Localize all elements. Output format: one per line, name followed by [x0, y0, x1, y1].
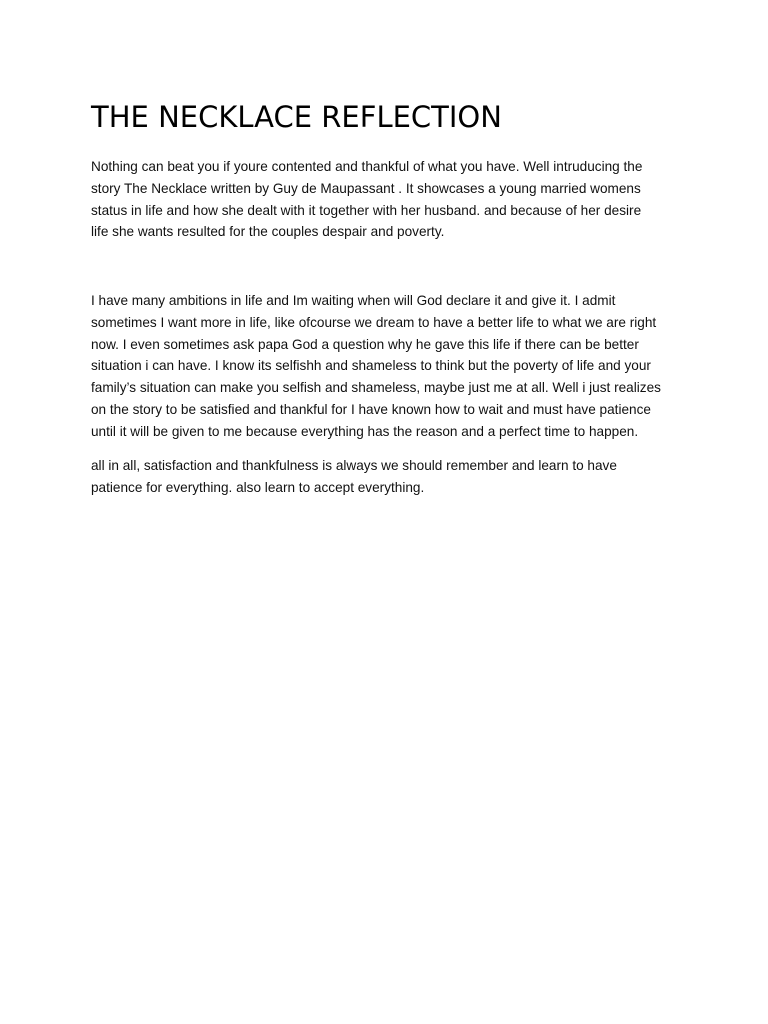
paragraph-intro: Nothing can beat you if youre contented and thankful of what you have. Well intruducing the story The Necklace written by Guy de Maupassant . It showcases a young married womens status in life and how she dealt with it together with her husband. and because of her desire life she wants resulted for the couples despair and poverty.: [91, 159, 643, 240]
paragraph-conclusion: all in all, satisfaction and thankfulness is always we should remember and learn to have patience for everything. also learn to accept everything.: [91, 458, 617, 495]
document-title: THE NECKLACE REFLECTION: [91, 100, 502, 134]
paragraph-reflection: I have many ambitions in life and Im waiting when will God declare it and give it. I admit sometimes I want more in life, like ofcourse we dream to have a better life to what we are right now. I even sometimes ask papa God a question why he gave this life if there can be better situation i can have. I know its selfishh and shameless to think but the poverty of life and your family’s situation can make you selfish and shameless, maybe just me at all. Well i just realizes on the story to be satisfied and thankful for I have known how to wait and must have patience until it will be given to me because everything has the reason and a perfect time to happen.: [91, 293, 661, 439]
